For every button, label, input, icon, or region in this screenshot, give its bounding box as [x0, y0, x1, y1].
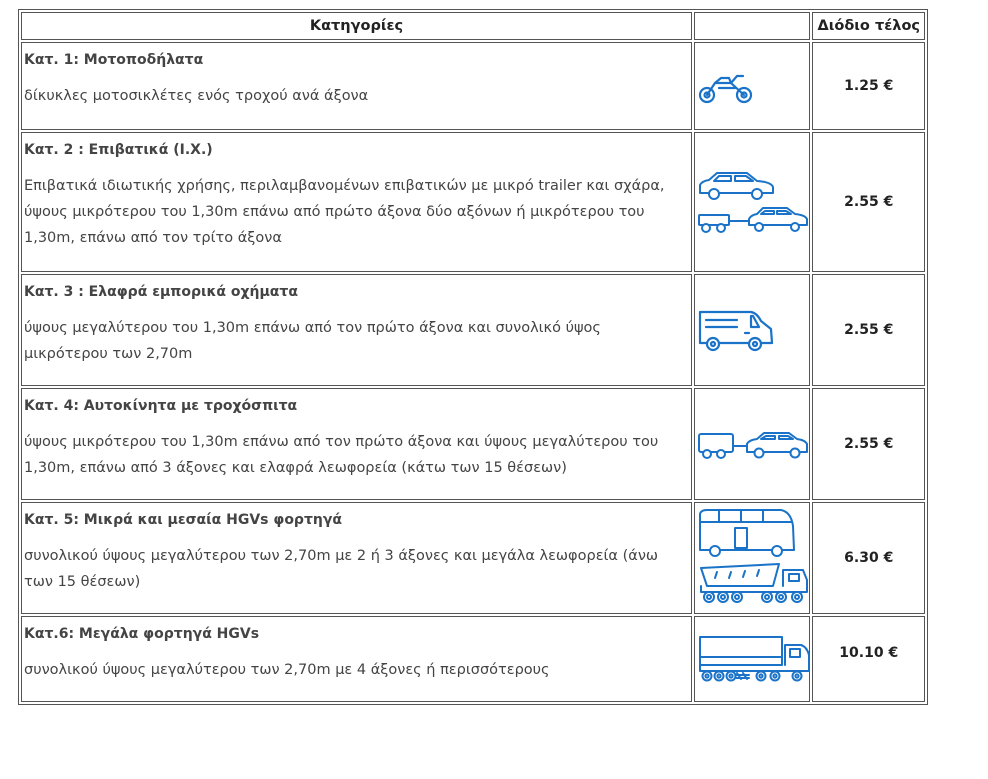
heavy-truck-trailer-icon: [697, 633, 813, 685]
category-description: ύψους μικρότερου του 1,30m επάνω από τον πρώτο άξονα και ύψους μεγαλύτερου του 1,30m, επάνω από 3 άξονες και ελαφρά λεωφορεία (κάτω των 15 θέσεων): [24, 434, 659, 476]
category-title: Κατ. 3 : Ελαφρά εμπορικά οχήματα: [24, 284, 298, 300]
table-row: [21, 616, 925, 702]
category-cell: [21, 388, 692, 500]
category-description: συνολικού ύψους μεγαλύτερου των 2,70m με 2 ή 3 άξονες και μεγάλα λεωφορεία (άνω των 15 θέσεων): [24, 548, 659, 590]
toll-price: 2.55 €: [812, 388, 925, 500]
category-cell: [21, 502, 692, 614]
category-description: συνολικού ύψους μεγαλύτερου των 2,70m με 4 άξονες ή περισσότερους: [24, 662, 550, 678]
header-categories: Κατηγορίες: [21, 12, 692, 40]
car-and-car-with-trailer-icon: [697, 167, 809, 237]
category-cell: [21, 274, 692, 386]
table-row: [21, 502, 925, 614]
category-title: Κατ.6: Μεγάλα φορτηγά HGVs: [24, 626, 260, 642]
category-title: Κατ. 5: Μικρά και μεσαία HGVs φορτηγά: [24, 512, 343, 528]
category-title: Κατ. 1: Μοτοποδήλατα: [24, 52, 204, 68]
category-description: Επιβατικά ιδιωτικής χρήσης, περιλαμβανομένων επιβατικών με μικρό trailer και σχάρα, ύψους μικρότερου του 1,30m επάνω από πρώτο άξονα δύο αξόνων ή μικρότερου του 1,30m, επάνω από τον τρίτο άξονα: [24, 178, 665, 246]
header-icon: [694, 12, 811, 40]
header-toll: Διόδιο τέλος: [812, 12, 925, 40]
toll-table: [18, 9, 928, 705]
toll-price: 2.55 €: [812, 274, 925, 386]
category-description: δίκυκλες μοτοσικλέτες ενός τροχού ανά άξονα: [24, 88, 369, 104]
toll-price: 2.55 €: [812, 132, 925, 272]
table-row: [21, 132, 925, 272]
toll-price: 1.25 €: [812, 42, 925, 130]
vehicle-icon-cell: [694, 42, 811, 130]
toll-price: 10.10 €: [812, 616, 925, 702]
table-row: [21, 42, 925, 130]
bus-and-dump-truck-icon: [697, 506, 811, 610]
category-cell: [21, 42, 692, 130]
vehicle-icon-cell: [694, 388, 811, 500]
table-row: [21, 274, 925, 386]
car-with-caravan-icon: [697, 426, 809, 462]
category-title: Κατ. 4: Αυτοκίνητα με τροχόσπιτα: [24, 398, 298, 414]
toll-price: 6.30 €: [812, 502, 925, 614]
header-row: [21, 12, 925, 40]
category-description: ύψους μεγαλύτερου του 1,30m επάνω από τον πρώτο άξονα και συνολικό ύψος μικρότερου των 2,70m: [24, 320, 601, 362]
category-cell: [21, 616, 692, 702]
category-title: Κατ. 2 : Επιβατικά (Ι.Χ.): [24, 142, 213, 158]
category-cell: [21, 132, 692, 272]
vehicle-icon-cell: [694, 502, 811, 614]
table-row: [21, 388, 925, 500]
motorcycle-icon: [697, 66, 757, 106]
van-icon: [697, 307, 777, 353]
vehicle-icon-cell: [694, 132, 811, 272]
vehicle-icon-cell: [694, 274, 811, 386]
vehicle-icon-cell: [694, 616, 811, 702]
